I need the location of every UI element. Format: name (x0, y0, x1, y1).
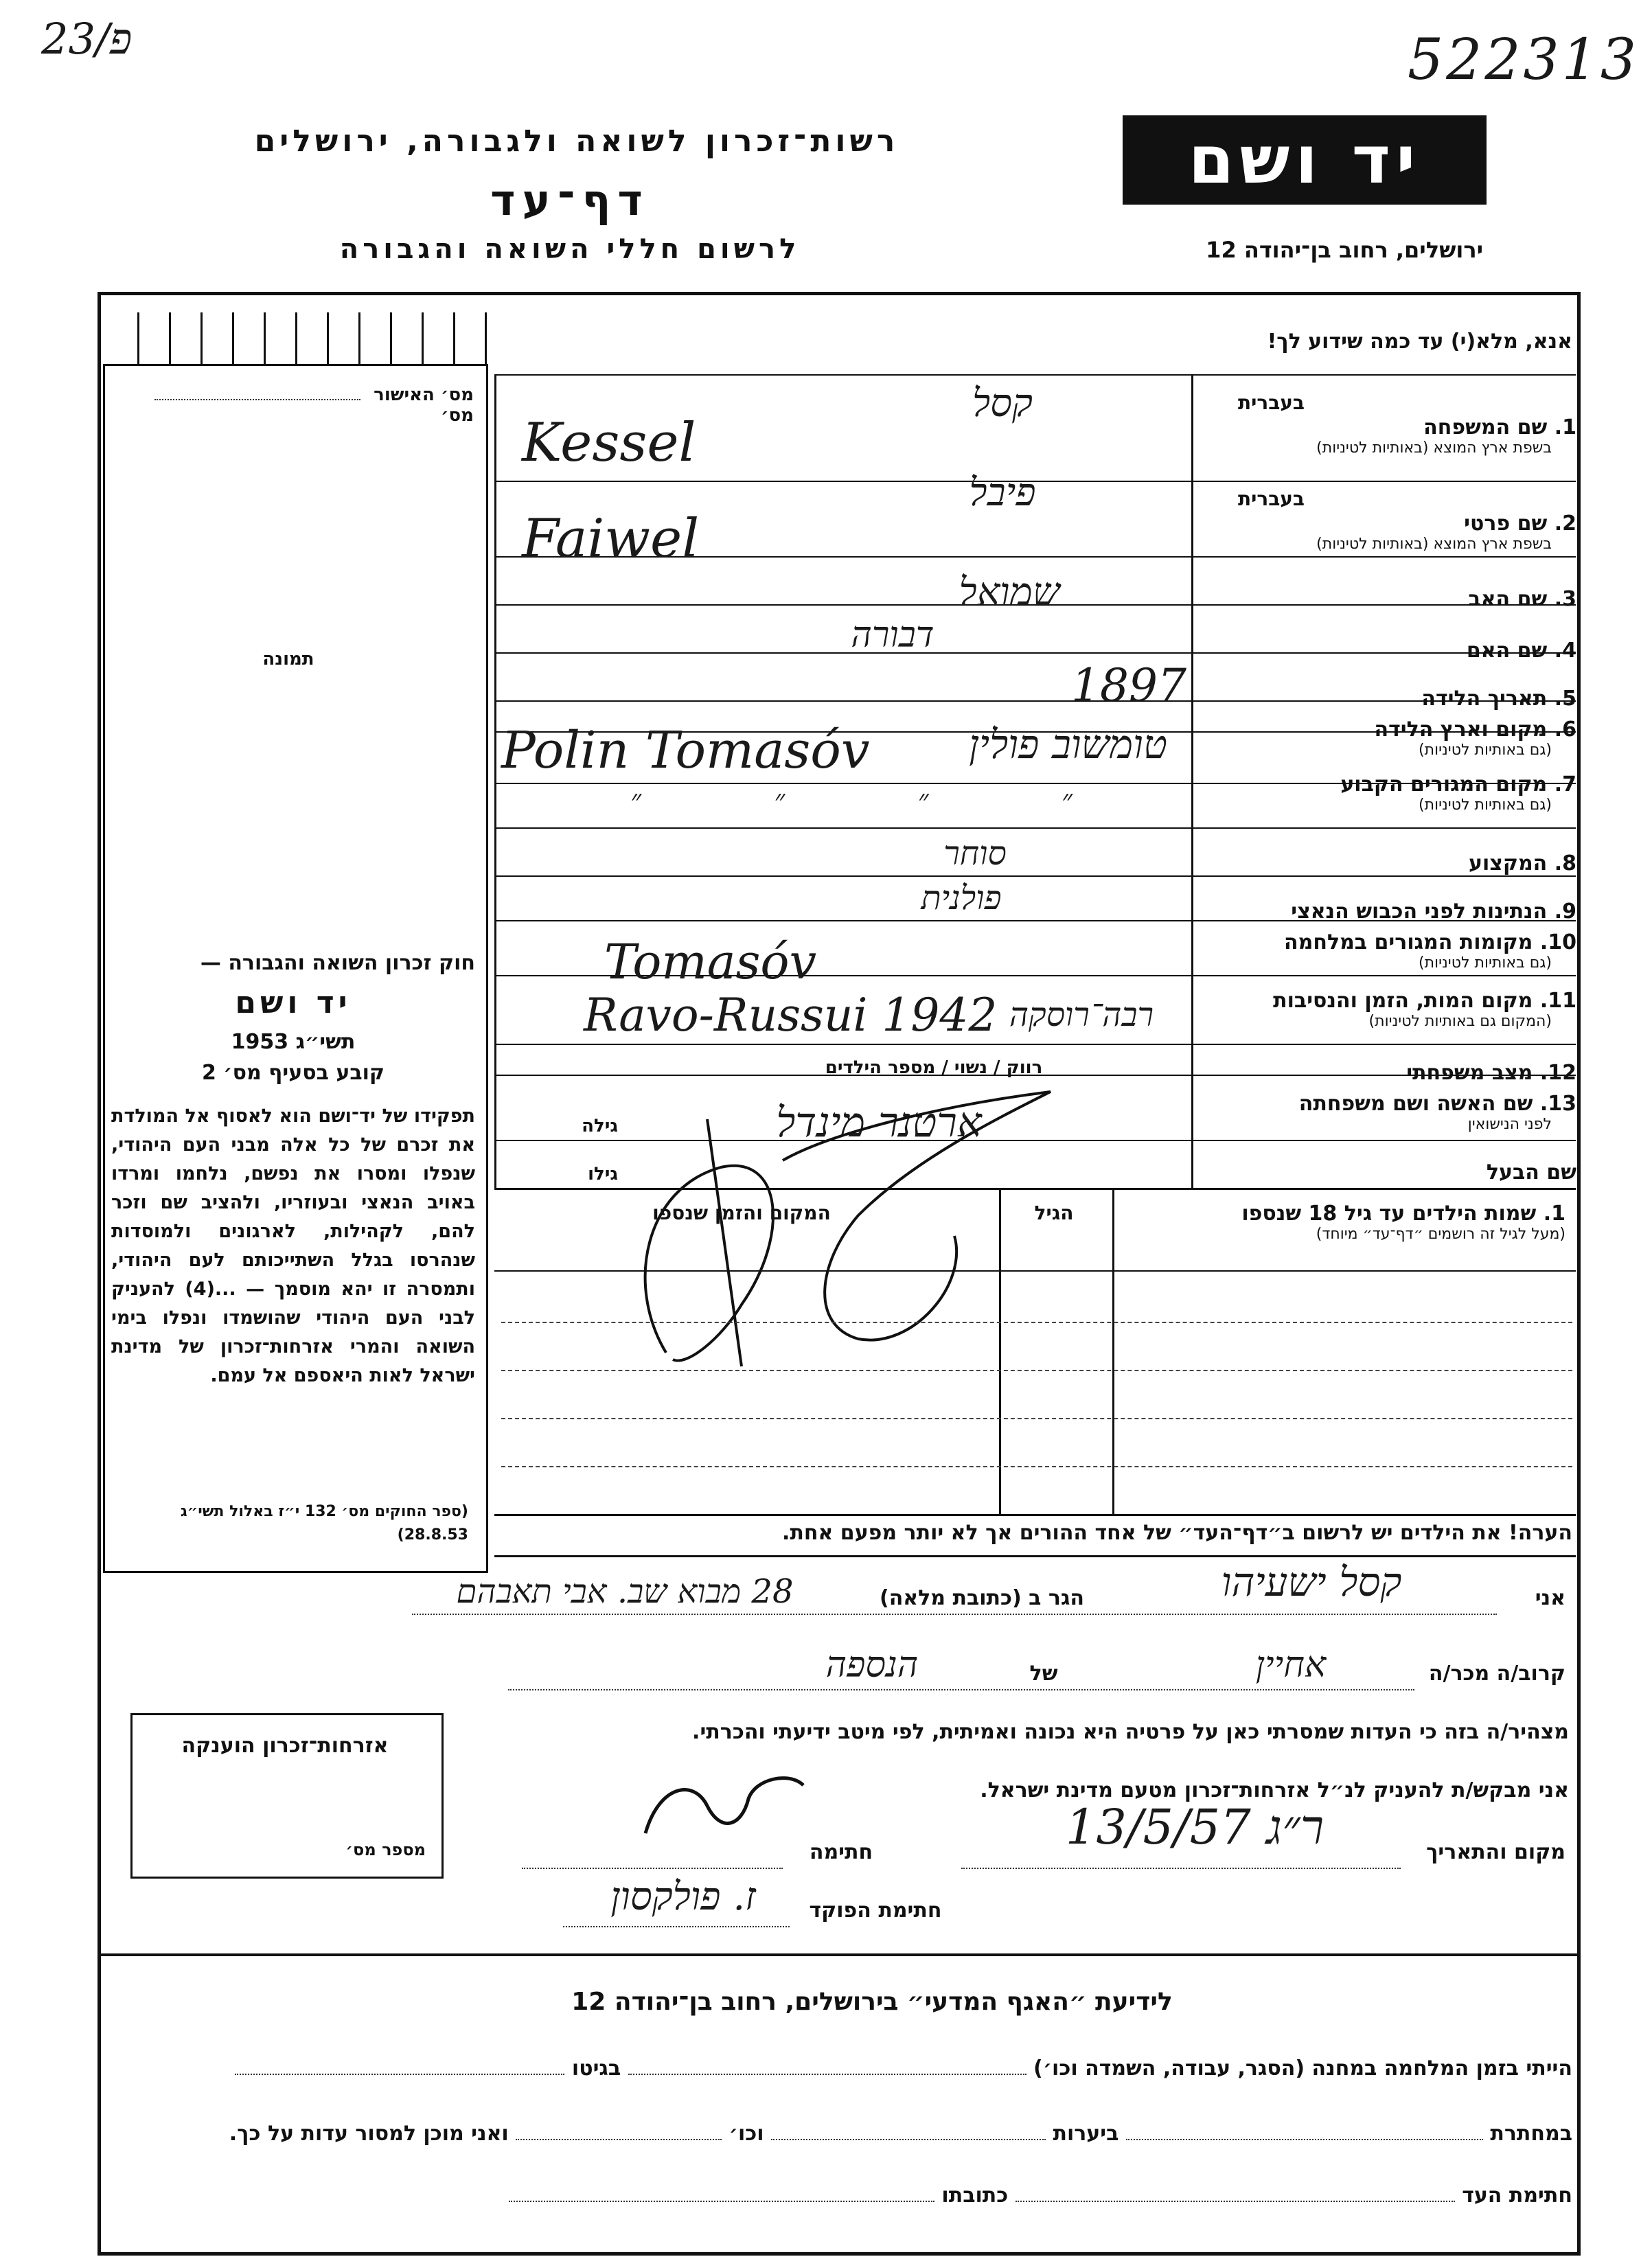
footer-underground: במחתרת ביערות וכו׳ ואני מוכן למסור עדות על כך. (229, 2122, 1572, 2146)
decl-line (508, 1689, 1414, 1690)
cert-label: מס׳ האישור (374, 385, 474, 405)
children-header-line (494, 1270, 1576, 1272)
field-label-4: 4. שם האם (1466, 639, 1576, 663)
decl-relation-2: הנספה (825, 1644, 919, 1686)
field-label-11: 11. מקום המות, הזמן והנסיבות (המקום גם באותיות לטיניות) (1273, 989, 1576, 1030)
organization-line: רשות־זכרון לשואה ולגבורה, ירושלים (254, 124, 899, 159)
officer-label: חתימת הפוקד (809, 1899, 942, 1923)
footer-separator (100, 1953, 1579, 1956)
value-surname-he: קסל (972, 381, 1033, 426)
decl-address-label: הגר ב (כתובת מלאה) (879, 1586, 1084, 1610)
value-wartime-residence: Tomasóv (604, 934, 817, 990)
handwritten-scrawl (584, 1078, 1078, 1394)
decl-relation: אחיין (1255, 1644, 1327, 1686)
husband-label: שם הבעל (1486, 1160, 1576, 1184)
footer-camp: הייתי בזמן המלחמה במחנה (הסגר, עבודה, השמדה וכו׳) בגיטו (110, 2056, 1572, 2080)
cert-number-label (117, 385, 474, 426)
law-year: תשי״ג 1953 (231, 1030, 356, 1054)
witness-signature (632, 1758, 824, 1854)
field-label-10: 10. מקומות המגורים במלחמה (גם באותיות לטיניות) (1284, 930, 1576, 972)
form-subtitle: לרשום חללי השואה והגבורה (339, 233, 801, 265)
field-label-2: 2. שם פרטי בשפת ארץ המוצא (באותיות לטיניות) (1316, 512, 1576, 553)
law-title: חוק זכרון השואה והגבורה — (200, 951, 475, 975)
value-birthplace-he: טומשוב פולין (969, 721, 1167, 768)
value-father: שמואל (959, 570, 1060, 615)
form-title: דף־עד (490, 175, 650, 225)
value-residence: ״ ״ ״ ״ (630, 783, 1072, 816)
value-mother: דבורה (851, 615, 934, 656)
field-row-line (494, 827, 1576, 829)
children-row (501, 1418, 1572, 1419)
field-label-6: 6. מקום וארץ הלידה (גם באותיות לטיניות) (1374, 718, 1576, 759)
law-name: יד ושם (235, 985, 352, 1020)
sidebar-ruler (137, 312, 487, 366)
decl-line (522, 1868, 783, 1869)
hebrew-marker-1: בעברית (1237, 391, 1305, 414)
children-label: 1. שמות הילדים עד גיל 18 שנספו (מעל לגיל זה רושמים ״דף־עד״ מיוחד) (1241, 1202, 1565, 1243)
children-row (501, 1370, 1572, 1371)
place-date-value: ר״ג 13/5/57 (1065, 1799, 1324, 1855)
values-left-edge (494, 374, 496, 1188)
decl-request: אני מבקש/ת להעניק לנ״ל אזרחות־זכרון מטעם מדינת ישראל. (980, 1778, 1569, 1802)
instruction-text: אנא, מלא(י) עד כמה שידוע לך! (1267, 330, 1572, 354)
field-label-13: 13. שם האשה ושם משפחתה לפני הנישואין (1298, 1092, 1576, 1133)
officer-signature: ז. פולקסון (610, 1874, 756, 1919)
children-top-line (494, 1188, 1576, 1190)
law-text: תפקידו של יד־ושם הוא לאסוף אל המולדת את זכרם של כל אלה מבני העם היהודי, שנפלו ומסרו את נפשם, נלחמו ומרדו באויב הנאצי ובעוזריו, ולהציב שם וזכר להם, לקהילות, לארגונים ולמוסדות שנהרסו בגלל השתייכותם לעם היהודי, ותמסרה זו יהא מוסמך — ...(4) להעניק לבני העם היהודי שהושמדו ונפלו בימי השואה והמרי אזרחות־זכרון של מדינת ישראל לאות היאספם אל עמם. (111, 1105, 476, 1386)
decl-line (961, 1868, 1401, 1869)
value-birthplace-latin: Polin Tomasóv (501, 721, 870, 780)
yad-vashem-logo: יד ושם (1123, 115, 1487, 205)
children-col-divider (999, 1188, 1001, 1514)
decl-line (563, 1926, 790, 1927)
decl-prefix: אני (1535, 1586, 1565, 1610)
field-row-line (494, 1044, 1576, 1045)
children-place-header: המקום והזמן שנספו (652, 1202, 831, 1224)
field-label-8: 8. המקצוע (1468, 851, 1576, 875)
children-bottom-line (494, 1514, 1576, 1516)
field-label-3: 3. שם האב (1468, 587, 1576, 611)
value-profession: סוחר (943, 834, 1007, 873)
decl-of: של (1029, 1662, 1058, 1686)
children-note: הערה! את הילדים יש לרשום ב״דף־העד״ של אחד ההורים אך לא יותר מפעם אחת. (782, 1521, 1572, 1545)
field-label-9: 9. הנתינות לפני הכבוש הנאצי (1291, 899, 1576, 924)
field-label-7: 7. מקום המגורים הקבוע (גם באותיות לטיניות) (1340, 772, 1576, 814)
value-firstname-latin: Faiwel (522, 508, 700, 570)
cert-no: מס׳ (440, 405, 474, 426)
archive-number: 522313 (1408, 27, 1640, 93)
field-label-1: 1. שם המשפחה בשפת ארץ המוצא (באותיות לטיניות) (1316, 415, 1576, 457)
children-row (501, 1466, 1572, 1467)
citizenship-title: אזרחות־זכרון הוענקה (181, 1734, 389, 1758)
field-label-12: 12. מצב משפחתי (1406, 1061, 1576, 1085)
decl-line (412, 1614, 1497, 1615)
value-firstname-he: פיבל (969, 470, 1036, 515)
hebrew-marker-2: בעברית (1237, 488, 1305, 510)
wife-age-label: גילה (582, 1116, 618, 1136)
decl-name: קסל ישעיהו (1221, 1559, 1402, 1605)
row-line (494, 374, 1576, 376)
husband-age-label: גילו (588, 1164, 618, 1184)
value-death-latin: Ravo-Russui 1942 (584, 989, 998, 1042)
decl-relation-label: קרוב/ה מכר/ה (1428, 1662, 1565, 1686)
footer-title: לידיעת ״האגף המדעי״ בירושלים, רחוב בן־יהודה 12 (571, 1988, 1173, 2016)
header-address: ירושלים, רחוב בן־יהודה 12 (1206, 237, 1483, 263)
place-date-label: מקום והתאריך (1426, 1840, 1565, 1864)
field-row-line (494, 875, 1576, 877)
archive-stamp-left: 23/פ (41, 14, 133, 64)
children-row (501, 1322, 1572, 1323)
law-clause: קובע בסעיף מס׳ 2 (201, 1061, 385, 1085)
labels-divider (1191, 374, 1193, 1188)
decl-statement: מצהיר/ה בזה כי העדות שמסרתי כאן על פרטיה היא נכונה ואמיתית, לפי מיטב ידיעתי והכרתי. (692, 1720, 1569, 1744)
footer-witness: חתימת העד כתובתו (110, 2183, 1572, 2208)
value-nationality: פולנית (921, 879, 1002, 917)
value-death-he: רבה־רוסקה (1009, 996, 1154, 1034)
decl-address: 28 מבוא שב. אבי תאבהם (456, 1572, 794, 1611)
law-reference: (ספר החוקים מס׳ 132 י״ז באלול תשי״ג 28.8.53) (180, 1503, 468, 1544)
value-surname-latin: Kessel (522, 412, 696, 474)
photo-label: תמונה (262, 649, 314, 669)
citizenship-number: מספר מס׳ (345, 1840, 426, 1859)
marital-options: רווק / נשוי / מספר הילדים (825, 1057, 1043, 1078)
note-line (494, 1555, 1576, 1557)
value-wife-name: ארטנר מינדל (776, 1099, 982, 1147)
field-label-5: 5. תאריך הלידה (1421, 687, 1576, 711)
signature-label: חתימה (809, 1840, 873, 1864)
children-col-divider (1112, 1188, 1114, 1514)
children-age-header: הגיל (1034, 1202, 1074, 1224)
value-birth-date: 1897 (1071, 659, 1186, 712)
